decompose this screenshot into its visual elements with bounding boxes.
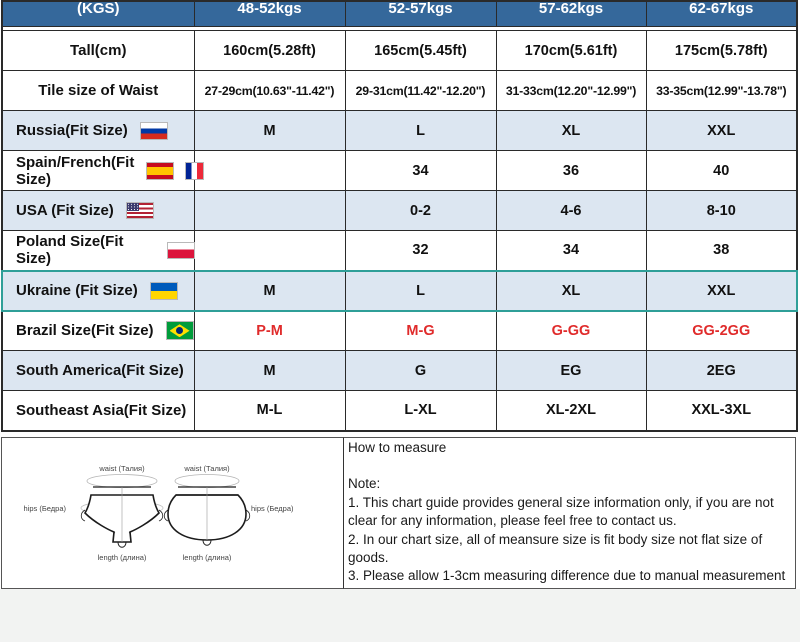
table-row — [2, 391, 797, 431]
row-label-cell — [2, 271, 194, 311]
size-value-cell: L — [345, 271, 496, 311]
spain-flag-icon — [147, 163, 173, 179]
length-label: length (длина) — [97, 553, 147, 562]
size-value-cell: M — [194, 351, 345, 391]
size-value-cell: 165cm(5.45ft) — [345, 31, 496, 71]
length-label: length (длина) — [182, 553, 232, 562]
measure-diagram-box — [1, 437, 344, 589]
size-value-cell: XL — [496, 271, 646, 311]
waist-ellipse — [87, 475, 157, 488]
row-label-cell — [2, 31, 194, 71]
size-value-cell: 4-6 — [496, 191, 646, 231]
panties-diagram — [2, 438, 343, 588]
header-weight-label: 52-57kgs — [388, 1, 453, 17]
table-row — [2, 231, 797, 271]
size-value-cell: 33-35cm(12.99"-13.78") — [646, 71, 797, 111]
header-weight-label: 48-52kgs — [237, 1, 302, 17]
size-value-cell: 31-33cm(12.20"-12.99") — [496, 71, 646, 111]
size-value-cell: XXL — [646, 111, 797, 151]
hips-label: hips (Бедра) — [251, 504, 294, 513]
russia-flag-icon — [141, 123, 167, 139]
size-value-cell: 27-29cm(10.63"-11.42") — [194, 71, 345, 111]
size-value-cell: L-XL — [345, 391, 496, 431]
size-value-cell: L — [345, 111, 496, 151]
row-label: Ukraine (Fit Size) — [16, 282, 138, 299]
bottom-section — [1, 437, 796, 589]
table-row — [2, 271, 797, 311]
size-value-cell: 38 — [646, 231, 797, 271]
header-weight-col — [345, 1, 496, 27]
table-row — [2, 31, 797, 71]
size-value-cell: P-M — [194, 311, 345, 351]
size-value-cell: GG-2GG — [646, 311, 797, 351]
brazil-flag-icon — [167, 322, 193, 339]
row-label: Russia(Fit Size) — [16, 122, 128, 139]
waist-label: waist (Талия) — [184, 464, 230, 473]
header-kgs-label: (KGS) — [77, 1, 120, 17]
measure-title: How to measure — [348, 440, 447, 455]
note-line: 1. This chart guide provides general size information only, if you are not clear for any information, please feel free to contact us. — [348, 494, 774, 529]
size-value-cell: 32 — [345, 231, 496, 271]
row-label: Brazil Size(Fit Size) — [16, 322, 154, 340]
row-label-cell — [2, 311, 194, 351]
ukraine-flag-icon — [151, 283, 177, 299]
table-row — [2, 71, 797, 111]
table-row — [2, 351, 797, 391]
poland-flag-icon — [168, 243, 194, 258]
size-value-cell: XL-2XL — [496, 391, 646, 431]
header-weight-label: 62-67kgs — [689, 1, 754, 17]
table-row — [2, 311, 797, 351]
note-line: 2. In our chart size, all of meansure size is fit body size not flat size of goods. — [348, 531, 763, 566]
row-label: Poland Size(Fit Size) — [16, 233, 124, 268]
france-flag-icon — [186, 163, 203, 179]
row-label-cell — [2, 191, 194, 231]
size-value-cell — [194, 231, 345, 271]
size-value-cell: G — [345, 351, 496, 391]
size-value-cell: XXL-3XL — [646, 391, 797, 431]
row-label-cell — [2, 71, 194, 111]
size-value-cell: M-G — [345, 311, 496, 351]
blank-line — [348, 457, 789, 475]
size-value-cell: 2EG — [646, 351, 797, 391]
size-value-cell: 29-31cm(11.42"-12.20") — [345, 71, 496, 111]
footer-area — [0, 589, 800, 642]
size-value-cell: 170cm(5.61ft) — [496, 31, 646, 71]
size-value-cell — [194, 151, 345, 191]
size-chart-table — [1, 0, 798, 432]
usa-flag-icon — [127, 203, 153, 218]
size-value-cell: 34 — [345, 151, 496, 191]
size-value-cell: M-L — [194, 391, 345, 431]
size-value-cell: M — [194, 111, 345, 151]
size-value-cell — [194, 191, 345, 231]
size-value-cell: XL — [496, 111, 646, 151]
size-value-cell: 34 — [496, 231, 646, 271]
row-label: Tile size of Waist — [38, 82, 159, 99]
hips-label: hips (Бедра) — [23, 504, 66, 513]
row-label: South America(Fit Size) — [16, 362, 184, 379]
size-value-cell: 40 — [646, 151, 797, 191]
note-label: Note: — [348, 476, 381, 492]
note-line: 3. Please allow 1-3cm measuring difference due to manual measurement — [348, 568, 786, 584]
row-label: Tall(cm) — [70, 42, 127, 59]
size-value-cell: 160cm(5.28ft) — [194, 31, 345, 71]
row-label-cell — [2, 231, 194, 271]
size-value-cell: 0-2 — [345, 191, 496, 231]
row-label-cell — [2, 151, 194, 191]
size-value-cell: 8-10 — [646, 191, 797, 231]
size-value-cell: G-GG — [496, 311, 646, 351]
row-label-cell — [2, 351, 194, 391]
row-label: Southeast Asia(Fit Size) — [16, 401, 187, 419]
row-label: Spain/French(Fit Size) — [16, 153, 135, 188]
table-row — [2, 111, 797, 151]
size-value-cell: XXL — [646, 271, 797, 311]
header-weight-col — [646, 1, 797, 27]
header-weight-col — [496, 1, 646, 27]
waist-ellipse — [175, 475, 239, 488]
row-label: USA (Fit Size) — [16, 202, 114, 219]
header-weight-col — [194, 1, 345, 27]
size-value-cell: 175cm(5.78ft) — [646, 31, 797, 71]
table-row — [2, 151, 797, 191]
table-header-row — [2, 1, 797, 27]
header-kgs-cell — [2, 1, 194, 27]
size-value-cell: M — [194, 271, 345, 311]
table-row — [2, 191, 797, 231]
row-label-cell — [2, 391, 194, 431]
size-value-cell: EG — [496, 351, 646, 391]
size-value-cell: 36 — [496, 151, 646, 191]
measure-notes-box — [343, 437, 796, 589]
row-label-cell — [2, 111, 194, 151]
header-weight-label: 57-62kgs — [538, 1, 604, 17]
waist-label: waist (Талия) — [99, 464, 145, 473]
